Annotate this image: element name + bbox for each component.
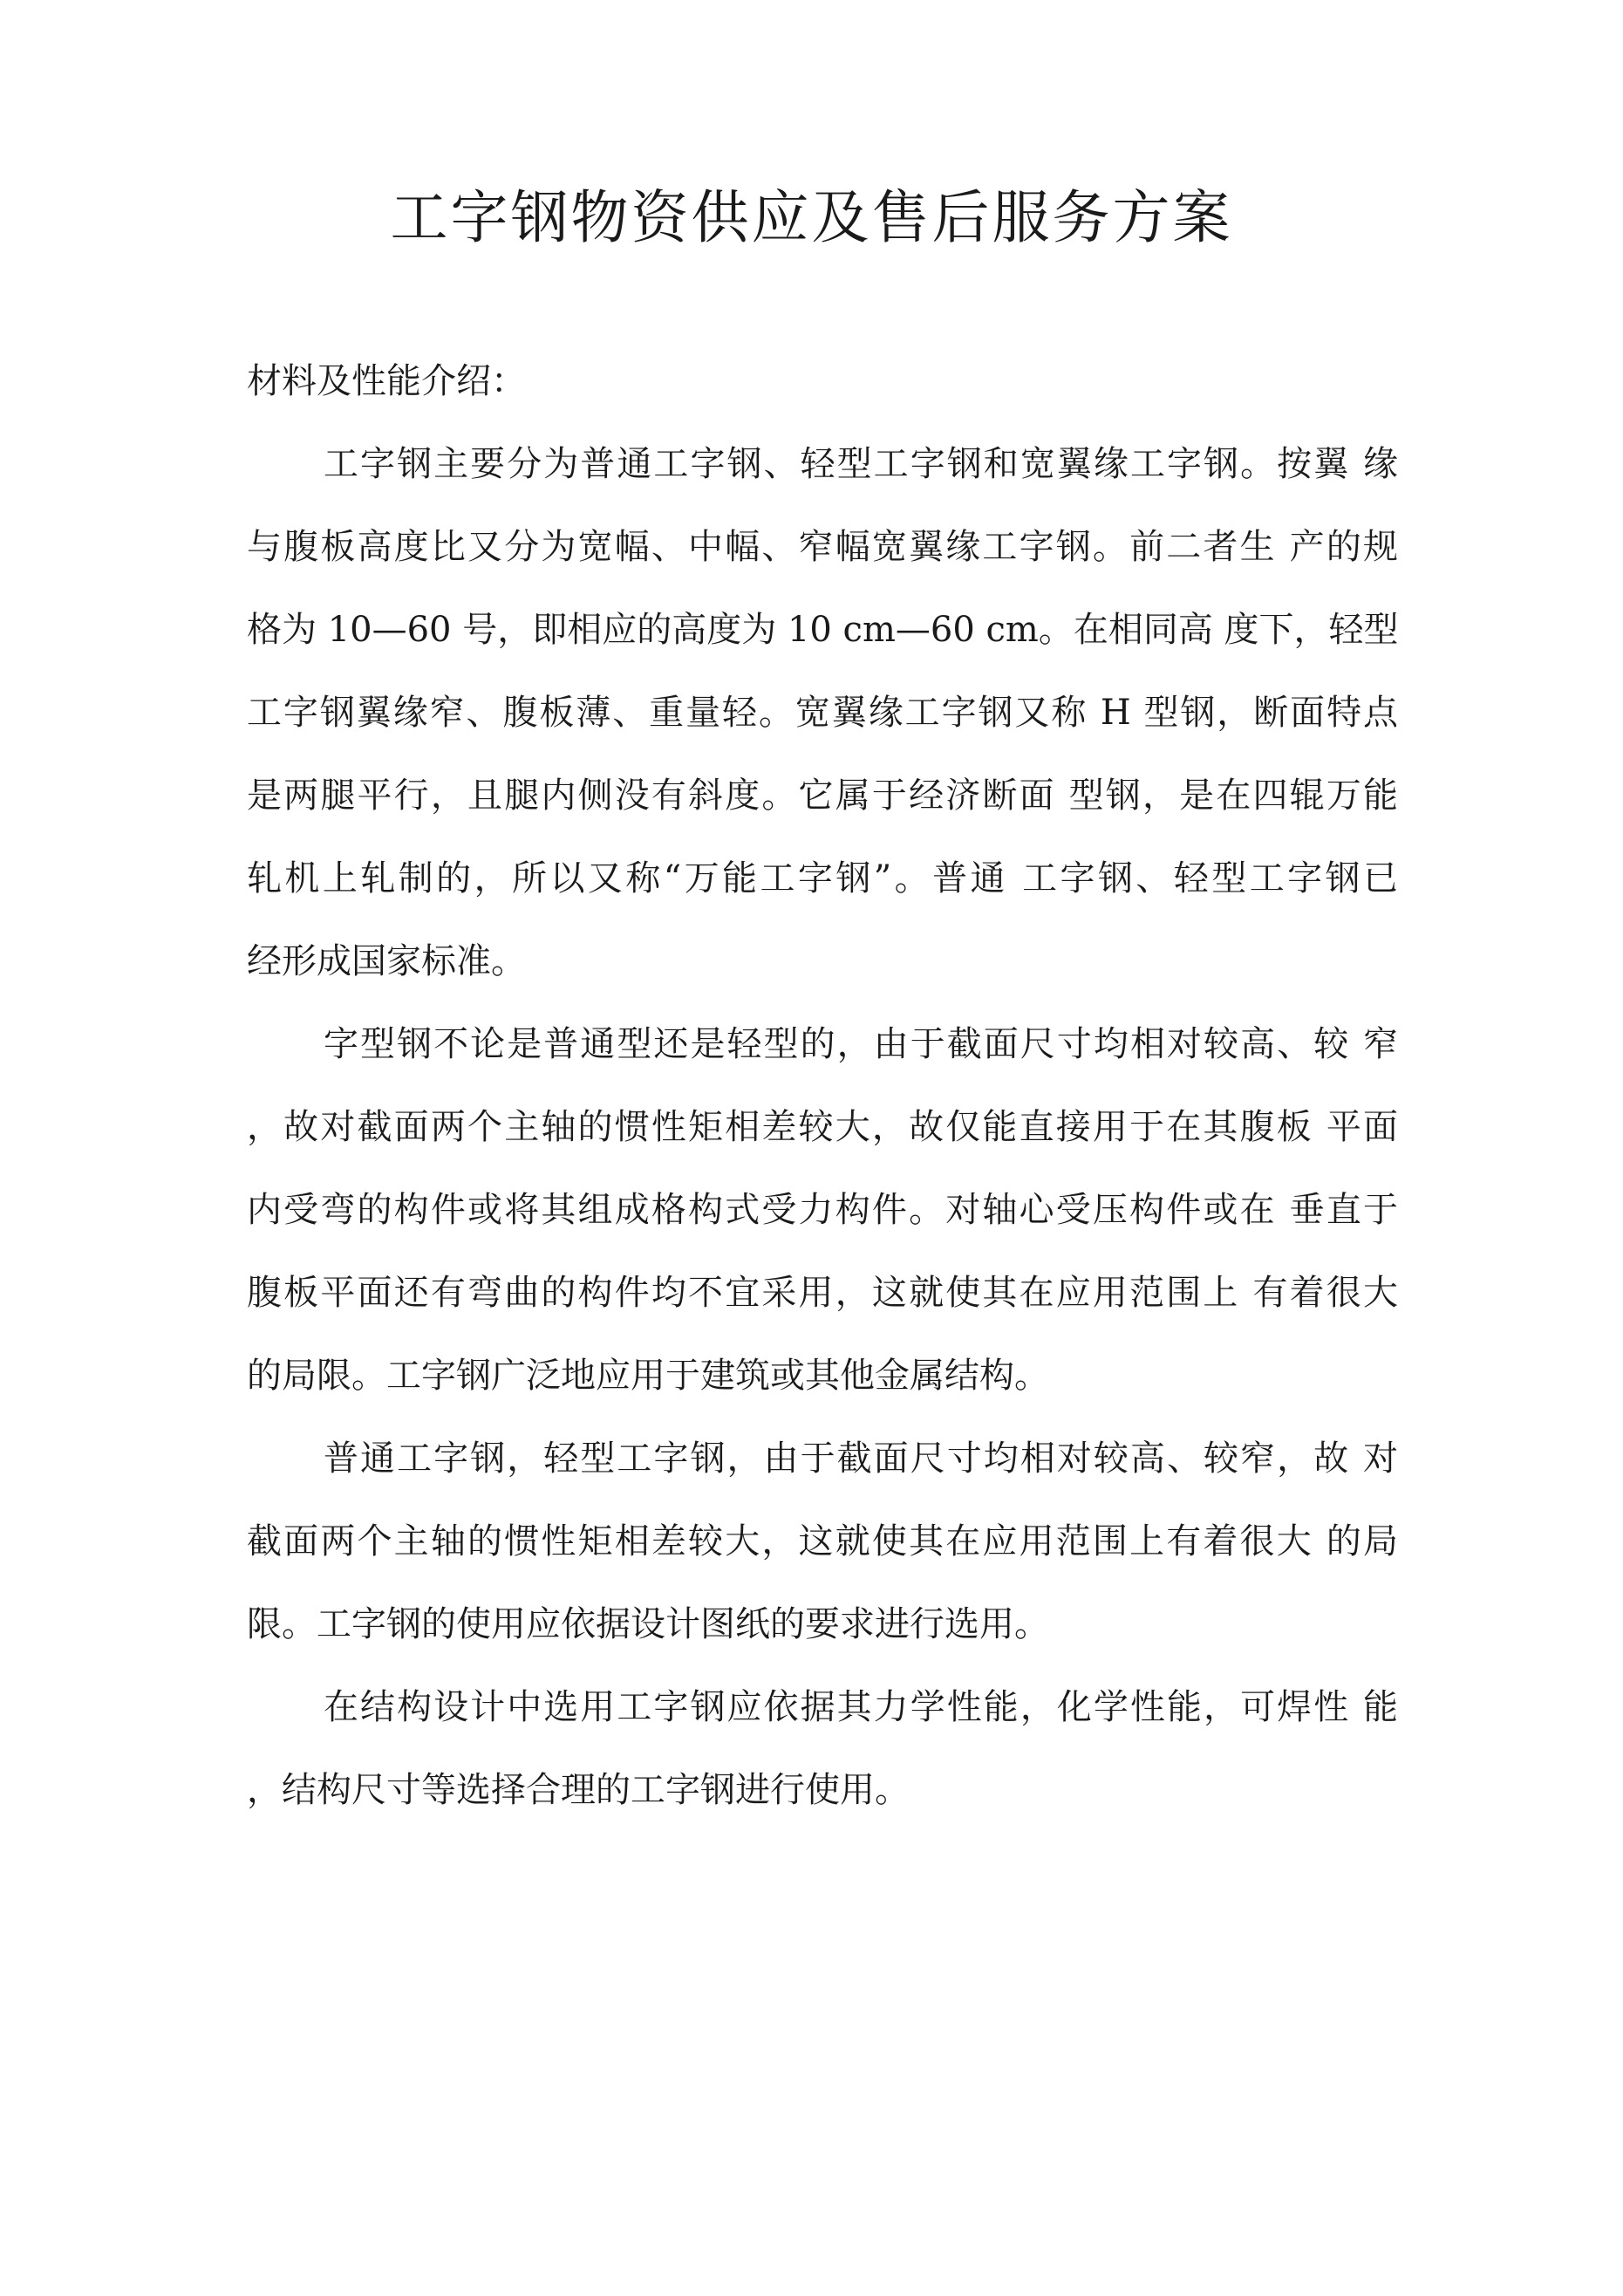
paragraph-line: 腹板平面还有弯曲的构件均不宜采用，这就使其在应用范围上 有着很大	[247, 1273, 1398, 1313]
paragraph-line: 是两腿平行，且腿内侧没有斜度。它属于经济断面 型钢，是在四辊万能	[247, 776, 1398, 816]
paragraph-line: 限。工字钢的使用应依据设计图纸的要求进行选用。	[247, 1604, 1049, 1644]
paragraph-line: 在结构设计中选用工字钢应依据其力学性能，化学性能，可焊性 能	[324, 1687, 1398, 1727]
paragraph-1	[247, 423, 1398, 1003]
paragraph-line: 格为 10—60 号，即相应的高度为 10 cm—60 cm。在相同高 度下，轻型	[247, 610, 1399, 650]
paragraph-line: 轧机上轧制的，所以又称“万能工字钢”。普通 工字钢、轻型工字钢已	[247, 858, 1398, 899]
paragraph-line: ，故对截面两个主轴的惯性矩相差较大，故仅能直接用于在其腹板 平面	[247, 1107, 1398, 1147]
paragraph-2	[247, 1003, 1398, 1418]
paragraph-line: ，结构尺寸等选择合理的工字钢进行使用。	[247, 1770, 910, 1810]
section-heading: 材料及性能介绍：	[247, 361, 526, 401]
paragraph-line: 经形成国家标准。	[247, 941, 526, 981]
paragraph-line: 截面两个主轴的惯性矩相差较大，这就使其在应用范围上有着很大 的局	[247, 1521, 1398, 1561]
paragraph-line: 的局限。工字钢广泛地应用于建筑或其他金属结构。	[247, 1356, 1049, 1396]
paragraph-line: 工字钢主要分为普通工字钢、轻型工字钢和宽翼缘工字钢。按翼 缘	[324, 444, 1398, 484]
document-title: 工字钢物资供应及售后服务方案	[390, 184, 1233, 251]
paragraph-line: 普通工字钢，轻型工字钢，由于截面尺寸均相对较高、较窄，故 对	[324, 1438, 1398, 1479]
paragraph-line: 字型钢不论是普通型还是轻型的，由于截面尺寸均相对较高、较 窄	[324, 1024, 1398, 1064]
paragraph-line: 内受弯的构件或将其组成格构式受力构件。对轴心受压构件或在 垂直于	[247, 1190, 1398, 1230]
paragraph-line: 工字钢翼缘窄、腹板薄、重量轻。宽翼缘工字钢又称 H 型钢，断面特点	[247, 693, 1398, 733]
paragraph-line: 与腹板高度比又分为宽幅、中幅、窄幅宽翼缘工字钢。前二者生 产的规	[247, 527, 1398, 567]
paragraph-4	[247, 1666, 1398, 1832]
paragraph-3	[247, 1418, 1398, 1666]
document-body	[247, 340, 1398, 1832]
